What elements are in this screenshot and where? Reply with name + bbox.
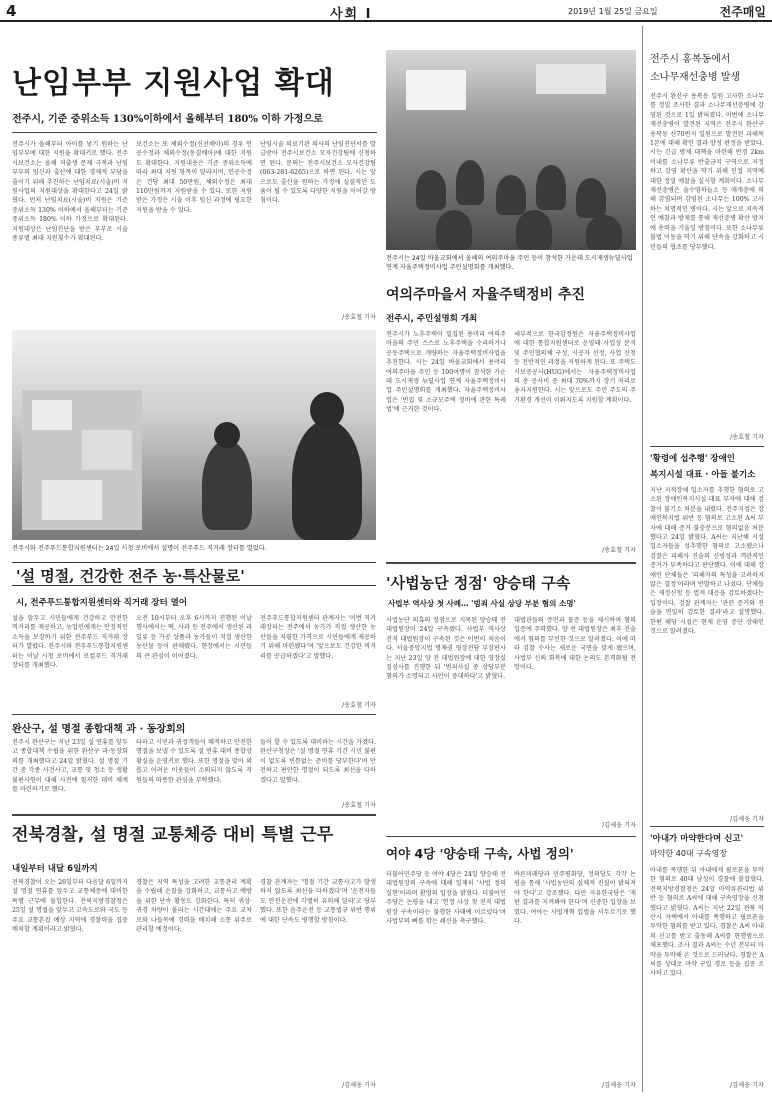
issue-date: 2019년 1월 25일 금요일	[568, 7, 658, 16]
article-body-col: 들이 할 수 있도록 대비하는 시간을 가졌다. 완산구청장은 '설 명절 연휴 기간 시민 불편이 없도록 빈틈없는 준비를 당부한다'며 안전하고 편안한 명절이 되도록 최선을 다하겠다고 말했다.	[260, 739, 376, 784]
article-body-col: 대법관들의 증언과 물증 등을 제시하며 혐의 입증에 주력했다. 양 전 대법원장은 최후 진술에서 혐의를 부인한 것으로 알려졌다. 이에 따라 검찰 수사는 새로운 국면을 맞게 됐으며, 사법부 신뢰 회복에 대한 논의도 본격화될 전망이다.	[514, 617, 636, 672]
divider	[12, 132, 377, 133]
byline: /김세웅 기자	[602, 822, 636, 829]
byline: /김세웅 기자	[730, 1082, 764, 1089]
headline-pine: 전주시 홍복동에서	[650, 54, 731, 65]
divider	[12, 714, 376, 715]
subhead-arrest: 사법부 역사상 첫 사례… '범죄 사실 상당 부분 혐의 소명'	[388, 599, 576, 608]
byline: /송효철 기자	[342, 702, 376, 709]
headline-welfare: '황령에 섭추행' 장애인	[650, 454, 736, 464]
market-photo	[12, 330, 376, 540]
headline-market: '설 명절, 건강한 전주 농·특산물로'	[16, 567, 245, 585]
subhead-police: 내일부터 내달 6일까지	[12, 864, 98, 874]
article-body-col: 사법농단 의혹의 정점으로 지목된 양승태 전 대법원장이 24일 구속됐다. 사법부 역사상 전직 대법원장이 구속된 것은 이번이 처음이다. 서울중앙지법 명재권 영장전담 부장판사는 지난 23일 양 전 대법원장에 대한 영장실질심사를 진행한 뒤 '범죄사실 중 상당부분 혐의가 소명되고 사안이 중대하다'고 밝혔다.	[386, 617, 506, 681]
headline-box	[12, 562, 376, 586]
page-number: 4	[6, 2, 17, 20]
article-body-col: 더불어민주당 등 여야 4당은 24일 양승태 전 대법원장의 구속에 대해 일제히 '사법 정의 실현'이라며 환영의 입장을 밝혔다. 더불어민주당은 논평을 내고 '헌정 사상 첫 전직 대법원장 구속이라는 불행한 사태에 이르렀다'며 사법부의 뼈를 깎는 쇄신을 촉구했다.	[386, 871, 506, 926]
divider	[650, 446, 764, 447]
article-body-col: 경찰 관계자는 '명절 기간 교통사고가 발생하지 않도록 최선을 다하겠다'며 '운전자들도 안전운전에 각별히 유의해 달라'고 당부했다. 또한 음주운전 등 교통법규 위반 행위에 대한 단속도 병행할 방침이다.	[260, 879, 376, 924]
headline-police: 전북경찰, 설 명절 교통체증 대비 특별 근무	[12, 825, 334, 845]
headline-drug-2: 마약한 40대 구속영장	[650, 849, 728, 858]
headline-pine-2: 소나무재선충병 발생	[650, 72, 741, 83]
divider	[650, 826, 764, 827]
article-body-col: 전주시가 올해부터 아이를 낳기 원하는 난임부부에 대한 지원을 확대키로 했다. 전주시보건소는 올해 저출생 문제 극복과 난임부부의 임신과 출산에 대한 경제적 부담을 줄이기 위해 추진하는 난임치료(시술)비 지원사업의 지원대상을 확대한다고 24일 밝혔다. 먼저 난임치료(시술)비 지원은 기준 중위소득 130% 이하에서 올해부터는 기준중위소득 180% 이하 가정으로 확대된다. 지원대상은 난임진단을 받은 부부로 시술 종류별 최대 지원횟수가 확대된다.	[12, 141, 128, 243]
article-body-col: 전주시 완산구는 지난 23일 설 연휴를 앞두고 종합대책 수립을 위한 완산구 과·동장회의를 개최했다고 24일 밝혔다. 설 명절 기간 중 각종 사건사고, 교통 및 청소 등 생활불편사항이 대해 사전에 철저한 대비 체계를 마련하기로 했다.	[12, 739, 128, 794]
divider	[12, 814, 376, 816]
newspaper-name: 전주매일	[719, 5, 766, 19]
section-name: 사회 I	[330, 7, 373, 22]
headline-parties: 여야 4당 '양승태 구속, 사법 정의'	[386, 846, 574, 861]
photo-caption: 전주시는 24일 바울교회에서 올해의 여의주마을 주민 등이 참석한 가운데 도시재생뉴딜사업 연계 자율주택정비사업 주민설명회를 개최했다.	[386, 255, 633, 271]
headline-wansan: 완산구, 설 명절 종합대책 과 · 동장회의	[12, 724, 186, 735]
headline-housing: 여의주마을서 자율주택정비 추진	[386, 287, 586, 303]
column-divider	[642, 26, 643, 1092]
subhead-market: 시, 전주푸드통합지원센터와 직거래 장터 열어	[16, 598, 188, 608]
page-header	[0, 0, 772, 22]
headline-arrest: '사법농단 정점' 양승태 구속	[386, 574, 571, 592]
divider	[386, 562, 636, 564]
byline: /송효철 기자	[342, 314, 376, 321]
headline-drug: '아내가 마약한다며 신고'	[650, 834, 744, 844]
article-body-col: 타파고 시민과 귀성객들이 쾌적하고 안전한 명절을 보낼 수 있도록 설 연휴 대비 종합상황실을 운영키로 했다. 또한 명절을 맞아 외롭고 어려운 이웃들이 소외되지 않도록 직원들의 따뜻한 관심을 부탁했다.	[136, 739, 252, 784]
article-body-col: 바른미래당과 민주평화당, 정의당도 각각 논평을 통해 '사법농단의 실체적 진실이 밝혀져야 한다'고 강조했다. 다만 자유한국당은 '재판 결과를 지켜봐야 한다'며 신중한 입장을 보였다. 여야는 사법개혁 입법을 서두르기로 했다.	[514, 871, 636, 926]
photo-caption: 전주시와 전주푸드통합지원센터는 24일 시청 로비에서 설명이 전주푸드 직거래 장터를 열었다.	[12, 545, 267, 552]
byline: /김세웅 기자	[342, 1082, 376, 1089]
byline: /송효철 기자	[342, 802, 376, 809]
article-body-col: 아내를 폭행한 뒤 아내에게 필로폰을 투약한 혐의로 40대 남성이 경찰에 붙잡혔다. 전북지방경찰청은 24일 마약류관리법 위반 등 혐의로 A씨에 대해 구속영장을 신청했다고 밝혔다. A씨는 지난 22일 전북 익산시 자택에서 아내를 폭행하고 필로폰을 투약한 혐의를 받고 있다. 경찰은 A씨 아내의 신고를 받고 출동해 A씨를 현행범으로 체포했다. 조사 결과 A씨는 수년 전부터 마약을 투약해 온 것으로 드러났다. 경찰은 A씨를 상대로 마약 구입 경로 등을 집중 조사하고 있다.	[650, 867, 764, 978]
meeting-photo	[386, 50, 636, 250]
subhead-housing: 전주시, 주민설명회 개최	[386, 314, 478, 324]
article-body-col: 오전 10시부터 오후 6시까지 진행된 이날 행사에서는 떡, 사과 등 전주에서 생산된 과일류 등 가공 상품과 농가들이 직접 생산한 농산물 등이 판매됐다. 현장에서는 시민들의 큰 관심이 이어졌다.	[136, 615, 252, 660]
byline: /김세웅 기자	[602, 1082, 636, 1089]
divider	[386, 836, 636, 837]
byline: /송효철 기자	[602, 547, 636, 554]
headline-welfare-2: 복지시설 대표 · 아들 불기소	[650, 470, 756, 480]
headline-infertility: 난임부부 지원사업 확대	[12, 66, 335, 101]
article-body-col: 전주시가 노후주택이 밀집된 용머리 여의주마을의 주민 스스로 노후주택을 수리하거나 공동주택으로 개량하는 자율주택정비사업을 추진한다. 시는 24일 바울교회에서 용머리 여의주마을 주민 등 100여명이 참석한 가운데 도시재생 뉴딜사업 연계 자율주택정비사업 주민설명회를 개최했다. 자율주택정비사업은 '빈집 및 소규모주택 정비에 관한 특례법'에 근거한 것이다.	[386, 331, 506, 414]
article-body-col: 세부적으로 한국감정원은 자율주택정비사업에 대한 통합지원센터로 운영돼 사업성 분석 및 주민협의체 구성, 시공자 선정, 사업 신청 등 전반적인 과정을 지원하게 된다. 또 주택도시보증공사(HUG)에서는 자율주택정비사업의 총 공사비 중 최대 70%까지 장기 저리로 융자지원한다. 시는 앞으로도 주민 주도의 주거환경 개선이 이뤄지도록 지원할 계획이다.	[514, 331, 636, 404]
article-body-col: 난임시술 의료기관 의사의 난임진단서를 발급받아 전주시보건소 모자건강팀에 신청하면 된다. 문의는 전주시보건소 모자건강팀(063-281-6265)으로 하면 된다. 시는 앞으로도 출산을 원하는 가정에 실질적인 도움이 될 수 있도록 다양한 지원을 이어갈 방침이다.	[260, 141, 376, 205]
article-body-col: 지난 지적장애 입소자를 추행한 혐의로 고소된 장애인복지시설 대표 부자에 대해 검찰이 불기소 처분을 내렸다. 전주지검은 장애인복지법 위반 등 혐의로 고소된 A씨 부자에 대해 증거 불충분으로 혐의없음 처분했다고 24일 밝혔다. A씨는 지난해 시설 입소자들을 성추행한 혐의로 고소됐으나 검찰은 피해자 진술의 신빙성과 객관적인 증거가 부족하다고 판단했다. 이에 대해 장애인 단체들은 '피해자의 특성을 고려하지 않은 결정'이라며 반발하고 나섰다. 단체들은 재정신청 등 법적 대응을 검토하겠다는 입장이다. 검찰 관계자는 '관련 증거와 진술을 면밀히 검토한 결과'라고 설명했다. 한편 해당 시설은 현재 운영 중단 상태인 것으로 알려졌다.	[650, 487, 764, 636]
article-body-col: 전주시 완산구 용복동 일원 고사한 소나무를 정밀 조사한 결과 소나무재선충병에 감염된 것으로 1일 밝혀졌다. 이번에 소나무재선충병이 발견된 지역은 전주시 완산구 용복동 산70번지 일원으로 발견된 피해목 1본에 대해 확인 결과 양성 판정을 받았다. 시는 긴급 방제 대책을 마련해 반경 2km 이내를 소나무류 반출금지 구역으로 지정하고 감염 확산을 막기 위해 인접 지역에 대한 정밀 예찰을 실시할 계획이다. 소나무재선충병은 솔수염하늘소 등 매개충에 의해 감염되며 감염된 소나무는 100% 고사하는 치명적인 병이다. 시는 앞으로 지속적인 예찰과 방제를 통해 재선충병 확산 방지에 총력을 기울일 방침이다. 또한 소나무류 불법 이동을 막기 위해 단속을 강화하고 시민들의 협조를 당부했다.	[650, 93, 764, 251]
article-body-col: 경찰은 지역 특성을 고려한 교통관리 계획을 수립해 순찰을 강화하고, 교통사고 예방을 위한 단속 활동도 강화한다. 특히 귀성·귀경 차량이 몰리는 시간대에는 주요 교차로와 나들목에 경력을 배치해 소통 위주로 관리할 예정이다.	[136, 879, 252, 934]
byline: /송효철 기자	[730, 434, 764, 441]
article-body-col: 전북경찰이 오는 26일부터 다음달 6일까지 설 명절 연휴를 앞두고 교통체증에 대비한 특별 근무에 돌입한다. 전북지방경찰청은 25일 설 명절을 앞두고 고속도로와 국도 등 주요 교통혼잡 예상 지역에 경찰력을 집중 배치할 계획이라고 밝혔다.	[12, 879, 128, 934]
article-body-col: 전주푸드통합지원센터 관계자는 '이번 직거래장터는 전주에서 농가가 직접 생산한 농산물을 저렴한 가격으로 시민들에게 제공하기 위해 마련됐다'며 '앞으로도 건강한 먹거리를 공급하겠다'고 말했다.	[260, 615, 376, 660]
subhead-infertility: 전주시, 기준 중위소득 130%이하에서 올해부터 180% 이하 가정으로	[12, 114, 323, 125]
article-body-col: 보건소는 또 체외수정(신선배아)의 경우 인공수정과 체외수정(동결배아)에 대한 지원도 확대한다. 지원내용은 기준 중위소득에 따라 최대 지원 항목이 달라지며, 인공수정은 건당 최대 50만원, 체외수정은 최대 110만원까지 지원받을 수 있다. 또한 지원받은 가정은 시술 이후 임신 과정에 필요한 지원을 받을 수 있다.	[136, 141, 252, 214]
article-body-col: 설을 앞두고 시민들에게 건강하고 안전한 먹거리를 제공하고, 농업인에게는 안정적인 소득을 보장하기 위한 전주푸드 직거래 장터가 열렸다. 전주시와 전주푸드통합지원센터는 이날 시청 로비에서 로컬푸드 직거래 장터를 개최했다.	[12, 615, 128, 670]
byline: /김세웅 기자	[730, 816, 764, 823]
